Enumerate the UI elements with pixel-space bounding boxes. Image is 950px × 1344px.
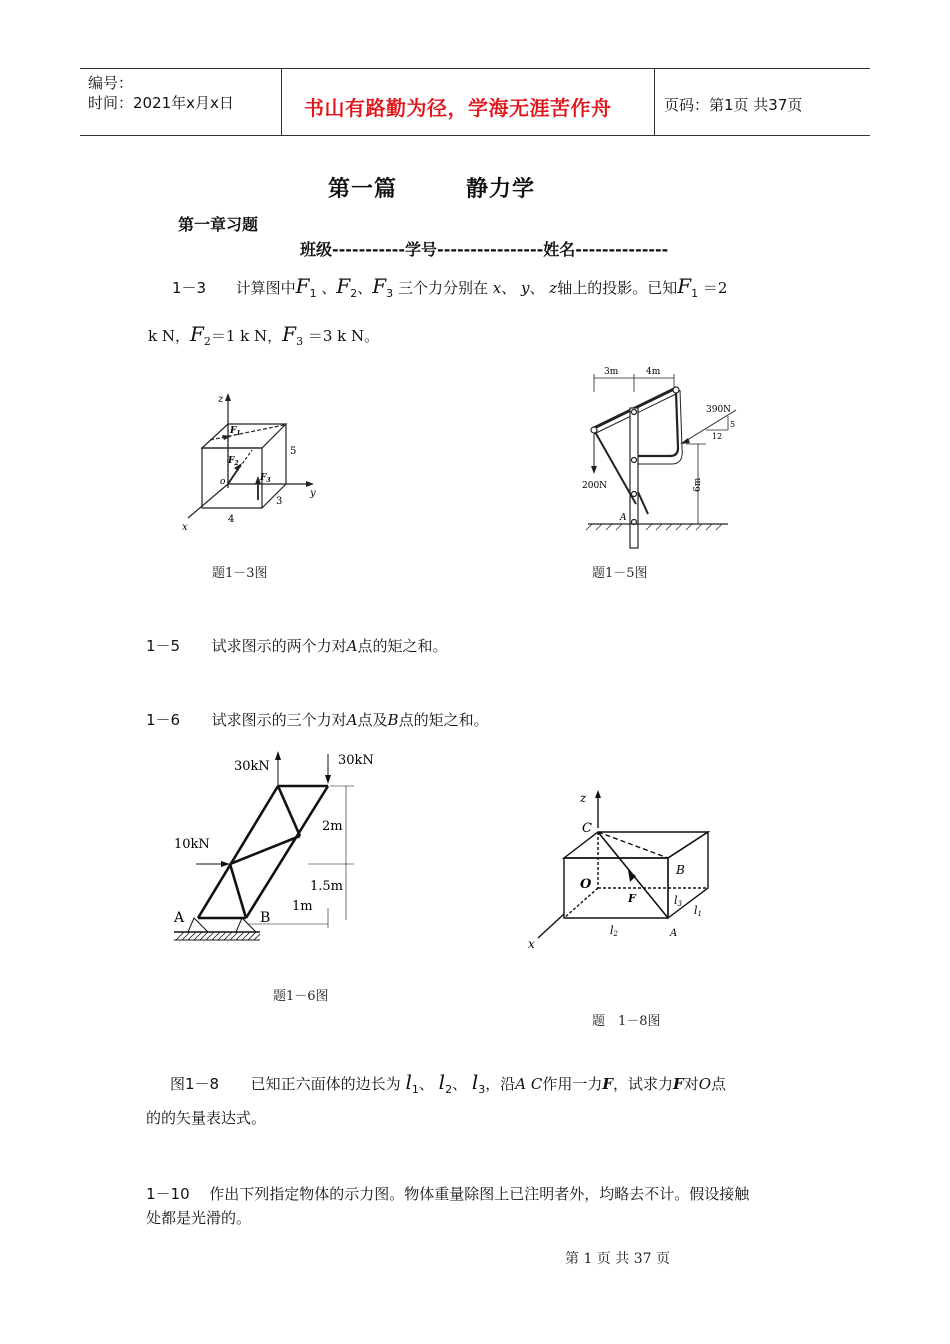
fig18-A: A <box>670 928 678 939</box>
fig15-4m: 4m <box>646 367 661 377</box>
problem-1-8-line1: 图1－8 已知正六面体的边长为 $l_1$、 $l_2$、 $l_3$，沿A C作用一力F，试求力F对O点 <box>170 1070 727 1096</box>
page-footer: 第 1 页 共 37 页 <box>565 1251 670 1267</box>
problem-number: 1－5 <box>146 637 181 655</box>
part-subject: 静力学 <box>466 177 536 202</box>
hidden-edge-d <box>564 888 598 918</box>
truss-left-chord <box>198 786 278 918</box>
fig15-r5: 5 <box>730 420 736 429</box>
force-30kN-up-arrow <box>275 751 281 760</box>
page-code: 页码：第1页 共37页 <box>664 96 803 114</box>
problem-1-3-line1: 1－3 计算图中$F_1$ 、$F_2$、$F_3$ 三个力分别在 x、 y、 z轴上的投影。已知$F_1 =2$ <box>172 274 728 300</box>
problem-1-10-line2: 处都是光滑的。 <box>146 1209 252 1227</box>
figure-1-5-caption: 题1－5图 <box>592 566 648 581</box>
pin-left <box>591 427 597 433</box>
fig15-390N: 390N <box>706 405 732 415</box>
fig13-o: o <box>220 477 226 487</box>
fig16-2m: 2m <box>322 819 343 834</box>
truss-web-1 <box>278 786 300 836</box>
fig13-F2: $F_2$ <box>228 456 239 467</box>
fig16-10kN: 10kN <box>174 837 210 852</box>
figure-1-6 <box>168 748 374 954</box>
fig13-dim5: 5 <box>290 446 297 457</box>
part-title: 第一篇 <box>328 177 398 202</box>
figure-1-3-caption: 题1－3图 <box>212 566 268 581</box>
header-bottom-border <box>80 135 870 136</box>
y-axis-arrow <box>306 481 314 487</box>
problem-number: 1－10 <box>146 1185 190 1203</box>
fig16-B: B <box>260 910 271 926</box>
fig16-1m: 1m <box>292 899 313 914</box>
force-30kN-down-arrow <box>325 775 331 784</box>
fig13-F1: $F_1$ <box>230 426 241 437</box>
problem-1-5: 1－5 试求图示的两个力对A点的矩之和。 <box>146 637 448 655</box>
fig13-x: x <box>182 522 188 533</box>
fig18-l1: l1 <box>694 904 702 918</box>
figure-1-8 <box>524 788 724 954</box>
cube-top-face <box>202 424 286 448</box>
fig16-30kN-right: 30kN <box>338 753 374 768</box>
fig18-C: C <box>582 821 592 836</box>
time-label: 时间：2021年x月x日 <box>88 94 234 112</box>
figure-1-8-caption: 题 1－8图 <box>592 1014 661 1029</box>
chapter-title: 第一章习题 <box>178 215 259 234</box>
ground-hatch <box>176 932 260 940</box>
fig13-z: z <box>218 394 224 405</box>
z-axis-arrow <box>225 393 231 401</box>
force-200N-arrow <box>591 466 597 474</box>
student-info-line: 班级-----------学号----------------姓名-------------- <box>300 240 669 259</box>
problem-1-8-line2: 的的矢量表达式。 <box>146 1109 267 1127</box>
handle <box>638 392 678 456</box>
fig13-dim4: 4 <box>228 514 235 525</box>
figure-1-6-caption: 题1－6图 <box>273 989 329 1004</box>
problem-number: 1－3 <box>172 279 207 297</box>
fig15-6m: 6m <box>693 477 703 492</box>
fig15-r12: 12 <box>712 432 723 441</box>
support-B <box>236 918 256 932</box>
fig18-x: x <box>528 937 535 951</box>
fig16-1.5m: 1.5m <box>310 879 344 894</box>
problem-1-3-line2: k N，$F_2=1$ k N，$F_3 =3$ k N。 <box>148 322 380 348</box>
truss-web-3 <box>230 864 246 918</box>
vertical-post <box>630 408 638 548</box>
force-F-arrow <box>628 870 636 882</box>
x-axis <box>538 914 564 938</box>
fig18-O: O <box>580 877 592 892</box>
problem-1-10-line1: 1－10 作出下列指定物体的示力图。物体重量除图上已注明者外，均略去不计。假设接触 <box>146 1185 750 1203</box>
problem-number: 图1－8 <box>170 1075 220 1093</box>
fig18-z: z <box>580 791 587 805</box>
fig18-l2: l2 <box>610 924 618 938</box>
header-divider-2 <box>654 68 655 136</box>
serial-label: 编号： <box>88 74 134 92</box>
fig13-F3: $F_3$ <box>260 473 271 484</box>
figure-1-5 <box>578 364 758 556</box>
fig16-30kN-left: 30kN <box>234 759 270 774</box>
support-A <box>188 918 208 932</box>
header-top-border <box>80 68 870 69</box>
header-divider-1 <box>281 68 282 136</box>
x-axis <box>188 484 228 518</box>
fig15-3m: 3m <box>604 367 619 377</box>
problem-1-6: 1－6 试求图示的三个力对A点及B点的矩之和。 <box>146 711 489 729</box>
fig18-l3: l3 <box>674 894 682 908</box>
fig15-A: A <box>620 513 627 523</box>
fig13-y: y <box>310 488 316 499</box>
header-motto: 书山有路勤为径，学海无涯苦作舟 <box>304 96 612 120</box>
pin-top <box>673 387 679 393</box>
problem-number: 1－6 <box>146 711 181 729</box>
fig18-B: B <box>676 863 685 877</box>
fig15-200N: 200N <box>582 481 608 491</box>
fig18-F: F <box>628 892 636 905</box>
figure-1-3 <box>170 388 340 538</box>
fig13-dim3: 3 <box>276 496 283 507</box>
fig16-A: A <box>174 910 185 926</box>
cube-bottom-edge <box>262 484 286 508</box>
